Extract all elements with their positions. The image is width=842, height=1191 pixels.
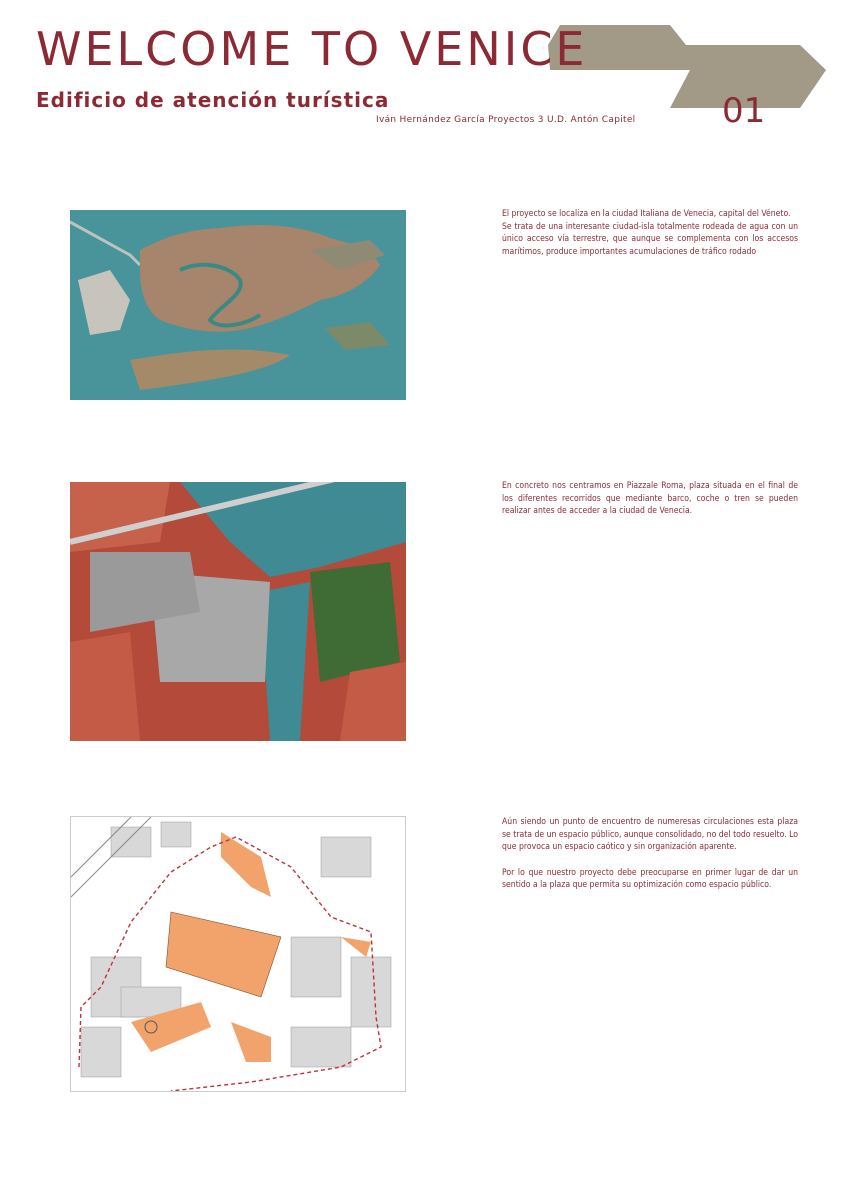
page-subtitle: Edificio de atención turística xyxy=(36,88,390,112)
piazzale-roma-aerial-image xyxy=(70,482,406,741)
page-number: 01 xyxy=(722,91,766,131)
section-3-paragraph-2: Por lo que nuestro proyecto debe preocuparse en primer lugar de dar un sentido a la plaza que permita su optimización como espacio público. xyxy=(502,867,798,890)
section-3-text xyxy=(502,816,798,892)
section-3-paragraph-1: Aún siendo un punto de encuentro de numeresas circulaciones esta plaza se trata de un espacio público, aunque consolidado, no del todo resuelto. Lo que provoca un espacio caótico y sin organización aparente. xyxy=(502,817,798,852)
section-1-text xyxy=(502,208,798,258)
author-credits: Iván Hernández García Proyectos 3 U.D. Antón Capitel xyxy=(376,115,636,125)
section-2-paragraph: En concreto nos centramos en Piazzale Roma, plaza situada en el final de los diferentes recorridos que mediante barco, coche o tren se pueden realizar antes de acceder a la ciudad de Venecia. xyxy=(502,481,798,516)
site-plan-image xyxy=(70,816,406,1092)
section-2-text xyxy=(502,480,798,518)
venice-aerial-image xyxy=(70,210,406,400)
page-title: WELCOME TO VENICE xyxy=(36,22,588,76)
section-1-paragraph: El proyecto se localiza en la ciudad Italiana de Venecia, capital del Véneto. Se trata de una interesante ciudad-isla totalmente rodeada de agua con un único acceso vía terrestre, que aunque se complementa con los accesos marítimos, produce importantes acumulaciones de tráfico rodado xyxy=(502,209,798,257)
